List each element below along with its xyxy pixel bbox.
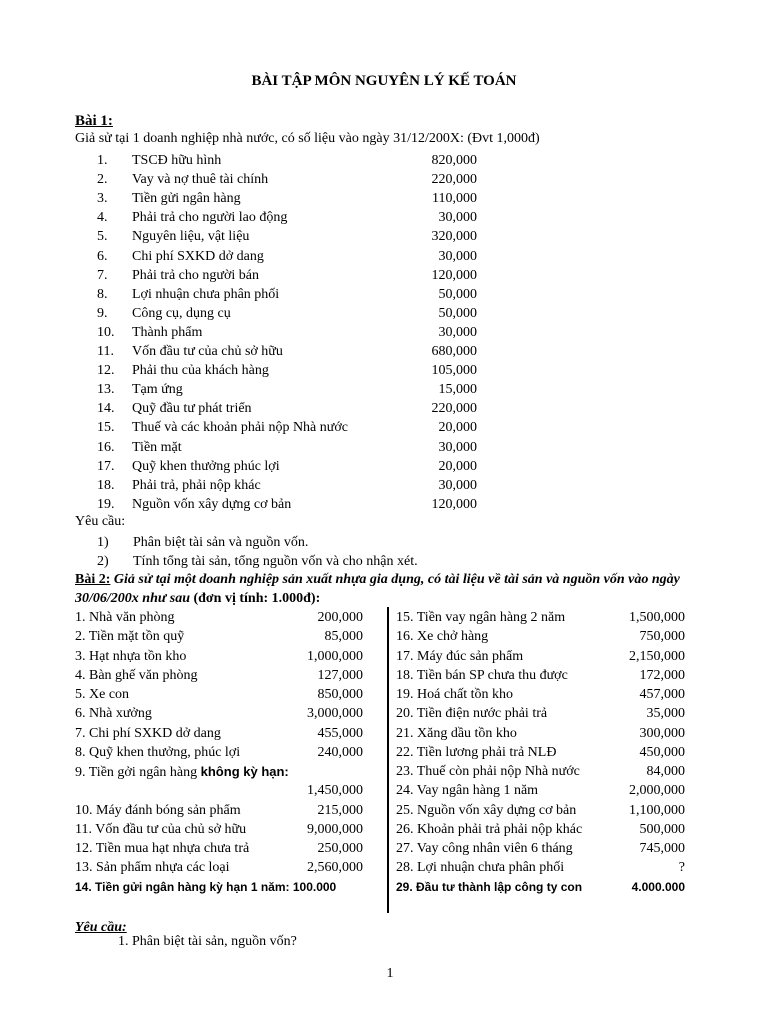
item-label: Phải trả, phải nộp khác	[132, 477, 261, 493]
page-title: BÀI TẬP MÔN NGUYÊN LÝ KẾ TOÁN	[251, 73, 517, 89]
list-item	[97, 247, 477, 266]
item-label: 21. Xăng dầu tồn kho	[396, 725, 517, 741]
list-item	[97, 476, 477, 495]
list-item	[75, 801, 363, 820]
item-value: 4.000.000	[631, 879, 685, 894]
item-number: 19.	[97, 496, 115, 512]
requirement-number: 1)	[97, 535, 109, 550]
list-item	[97, 304, 477, 323]
item-label-text: 1. Nhà văn phòng	[75, 610, 175, 625]
item-number: 8.	[97, 286, 108, 302]
item-number: 12.	[97, 363, 115, 379]
item-label: Tiền mặt	[132, 439, 182, 455]
item-label	[75, 647, 186, 666]
item-label: Phải trả cho người bán	[132, 267, 259, 283]
item-label-text: 6. Nhà xưởng	[75, 706, 152, 722]
requirement-label: Phân biệt tài sản và nguồn vốn.	[133, 535, 309, 550]
exercise2-unit: (đơn vị tính: 1.000đ):	[193, 591, 321, 606]
item-label	[75, 820, 246, 839]
item-value: 120,000	[431, 496, 477, 512]
item-number: 9.	[97, 305, 108, 321]
item-label: 15. Tiền vay ngân hàng 2 năm	[396, 610, 566, 625]
exercise2-heading	[75, 570, 695, 608]
list-item	[75, 647, 363, 666]
item-label: Quỹ khen thưởng phúc lợi	[132, 458, 280, 474]
item-value: 300,000	[639, 725, 685, 741]
item-label: Nguồn vốn xây dựng cơ bản	[132, 496, 292, 512]
item-value: 127,000	[317, 667, 363, 683]
exercise1-intro: Giả sử tại 1 doanh nghiệp nhà nước, có số liệu vào ngày 31/12/200X: (Đvt 1,000đ)	[75, 131, 540, 146]
list-item	[75, 762, 363, 781]
exercise2-requirements-heading: Yêu cầu:	[75, 920, 127, 935]
item-label: Công cụ, dụng cụ	[132, 305, 231, 321]
list-item	[97, 266, 477, 285]
item-value: 750,000	[639, 629, 685, 645]
list-item	[75, 704, 363, 723]
list-item	[97, 323, 477, 342]
item-value: 105,000	[431, 363, 477, 379]
item-value: 3,000,000	[307, 706, 363, 722]
item-number: 5.	[97, 229, 108, 245]
item-value: 50,000	[438, 286, 477, 302]
exercise2-intro: Giả sử tại một doanh nghiệp sản xuất nhựa gia dụng, có tài liệu về tài sản và nguồn vốn vào ngày 30/06/200x như sau	[75, 572, 680, 606]
item-label: Vốn đầu tư của chủ sở hữu	[132, 344, 283, 359]
item-value: 1,000,000	[307, 648, 363, 664]
item-value: 820,000	[431, 153, 477, 168]
item-value: 15,000	[438, 382, 477, 398]
item-value: 200,000	[317, 610, 363, 625]
list-item	[75, 685, 363, 704]
item-value: 9,000,000	[307, 821, 363, 837]
item-label-text: 12. Tiền mua hạt nhựa chưa trả	[75, 841, 250, 856]
list-item	[75, 627, 363, 646]
item-label: Phải trả cho người lao động	[132, 210, 288, 226]
item-label	[75, 724, 221, 743]
list-item	[75, 839, 363, 858]
item-label: 20. Tiền điện nước phải trả	[396, 706, 548, 722]
item-value: 2,000,000	[629, 783, 685, 799]
item-label-text: 8. Quỹ khen thưởng, phúc lợi	[75, 744, 241, 760]
column-divider	[387, 607, 389, 913]
item-value: 50,000	[438, 305, 477, 321]
item-label: 25. Nguồn vốn xây dựng cơ bản	[396, 802, 577, 818]
item-label: Tạm ứng	[132, 382, 183, 398]
item-label: Lợi nhuận chưa phân phối	[132, 286, 280, 302]
item-value: 20,000	[438, 458, 477, 474]
item-value: 30,000	[438, 439, 477, 455]
list-item	[396, 704, 685, 723]
list-item	[396, 820, 685, 839]
list-item	[396, 627, 685, 646]
list-item	[75, 858, 363, 877]
item-label-text: 2. Tiền mặt tồn quỹ	[75, 629, 185, 645]
list-item	[97, 208, 477, 227]
item-label	[75, 762, 289, 782]
list-item	[97, 342, 477, 361]
list-item	[396, 839, 685, 858]
item-label	[75, 627, 184, 646]
item-label-text: 11. Vốn đầu tư của chủ sở hữu	[75, 821, 247, 837]
exercise1-heading: Bài 1:	[75, 113, 113, 129]
item-label	[75, 685, 129, 704]
list-item	[97, 399, 477, 418]
item-value: 450,000	[639, 744, 685, 760]
item-label: 28. Lợi nhuận chưa phân phối	[396, 860, 565, 876]
item-value: 220,000	[431, 172, 477, 188]
item-label-text: 10. Máy đánh bóng sản phẩm	[75, 802, 241, 818]
item-number: 10.	[97, 324, 115, 340]
item-number: 15.	[97, 420, 115, 436]
item-label: 22. Tiền lương phải trả NLĐ	[396, 744, 557, 760]
item-label: Thành phẩm	[132, 324, 203, 340]
list-item	[97, 438, 477, 457]
list-item-last: 14. Tiền gửi ngân hàng kỳ hạn 1 năm: 100.000	[75, 879, 337, 894]
item-label	[75, 839, 249, 858]
item-value: 35,000	[646, 706, 685, 722]
item-label-text: 3. Hạt nhựa tồn kho	[75, 648, 187, 664]
item-label	[75, 704, 152, 723]
list-item	[97, 189, 477, 208]
item-value: 320,000	[431, 229, 477, 245]
item-value: 84,000	[646, 764, 685, 779]
item-label	[75, 858, 230, 877]
item-value: 850,000	[317, 687, 363, 702]
item-number: 16.	[97, 439, 115, 455]
item-value: 85,000	[324, 629, 363, 645]
item-label: Nguyên liệu, vật liệu	[132, 229, 250, 245]
item-value: 500,000	[639, 821, 685, 837]
item-label	[75, 666, 197, 685]
item-label: 19. Hoá chất tồn kho	[396, 687, 514, 702]
item-value: 250,000	[317, 841, 363, 856]
item-number: 14.	[97, 401, 115, 417]
list-item	[97, 227, 477, 246]
item-value: 1,500,000	[629, 610, 685, 625]
page-number: 1	[386, 966, 394, 981]
item-number: 6.	[97, 248, 108, 264]
item-label-text: 5. Xe con	[75, 687, 130, 702]
item-value: 215,000	[317, 802, 363, 818]
item-value: 455,000	[317, 725, 363, 741]
item-label: 17. Máy đúc sản phẩm	[396, 648, 524, 664]
exercise2-requirement-1: 1. Phân biệt tài sản, nguồn vốn?	[118, 934, 297, 949]
item-label: 27. Vay công nhân viên 6 tháng	[396, 841, 573, 856]
item-label-bold: không kỳ hạn:	[200, 764, 289, 779]
item-value: 120,000	[431, 267, 477, 283]
list-item	[97, 361, 477, 380]
list-item	[97, 380, 477, 399]
item-label-text: 13. Sản phẩm nhựa các loại	[75, 860, 230, 876]
item-label: Vay và nợ thuê tài chính	[132, 172, 269, 188]
list-item	[97, 418, 477, 437]
list-item	[396, 647, 685, 666]
list-item	[75, 743, 363, 762]
item-value: 1,100,000	[629, 802, 685, 818]
item-value: 172,000	[639, 667, 685, 683]
item-value: 2,150,000	[629, 648, 685, 664]
item-number: 7.	[97, 267, 108, 283]
item-number: 17.	[97, 458, 115, 474]
item-label: 24. Vay ngân hàng 1 năm	[396, 783, 539, 799]
item-label: 26. Khoản phải trả phải nộp khác	[396, 821, 583, 837]
item-label	[75, 608, 175, 627]
item-label: 23. Thuế còn phải nộp Nhà nước	[396, 764, 580, 779]
item-label: TSCĐ hữu hình	[132, 153, 222, 168]
item-label-text: 7. Chi phí SXKD dở dang	[75, 725, 221, 741]
item-value: 1,450,000	[307, 783, 363, 799]
item-label: Quỹ đầu tư phát triển	[132, 401, 252, 417]
item-value: 680,000	[431, 344, 477, 359]
item-value: 745,000	[639, 841, 685, 856]
item-value: 457,000	[639, 687, 685, 702]
list-item	[396, 685, 685, 704]
item-number: 1.	[97, 153, 108, 168]
list-item	[396, 858, 685, 877]
requirement-number: 2)	[97, 554, 109, 570]
list-item	[75, 666, 363, 685]
item-label-text: 9. Tiền gởi ngân hàng	[75, 765, 201, 780]
list-item	[396, 781, 685, 800]
item-value: 240,000	[317, 744, 363, 760]
item-label: Phải thu của khách hàng	[132, 363, 269, 379]
list-item	[396, 762, 685, 781]
item-value: 30,000	[438, 248, 477, 264]
requirement-item	[75, 552, 675, 571]
list-item	[396, 801, 685, 820]
item-label: Tiền gửi ngân hàng	[132, 191, 241, 207]
item-number: 3.	[97, 191, 108, 207]
item-label: Thuế và các khoản phải nộp Nhà nước	[132, 420, 348, 436]
list-item	[396, 724, 685, 743]
item-number: 2.	[97, 172, 108, 188]
item-value: 20,000	[438, 420, 477, 436]
list-item	[396, 743, 685, 762]
list-item	[396, 666, 685, 685]
item-number: 13.	[97, 382, 115, 398]
item-label: 29. Đầu tư thành lập công ty con	[396, 879, 583, 894]
list-item	[97, 170, 477, 189]
item-label: 18. Tiền bán SP chưa thu được	[396, 667, 568, 683]
item-value: ?	[678, 860, 685, 876]
list-item-last	[396, 878, 685, 897]
item-label: 16. Xe chở hàng	[396, 629, 489, 645]
item-number: 18.	[97, 477, 115, 493]
list-item	[97, 457, 477, 476]
requirement-label: Tính tổng tài sản, tổng nguồn vốn và cho nhận xét.	[133, 554, 418, 570]
exercise2-label: Bài 2:	[75, 572, 111, 587]
exercise1-requirements-heading: Yêu cầu:	[75, 513, 126, 529]
item-label: Chi phí SXKD dở dang	[132, 248, 264, 264]
item-value: 110,000	[432, 191, 477, 207]
item-value: 2,560,000	[307, 860, 363, 876]
list-item	[396, 608, 685, 627]
list-item	[75, 608, 363, 627]
list-item	[75, 820, 363, 839]
list-item	[75, 781, 363, 800]
item-label-text: 4. Bàn ghế văn phòng	[75, 667, 198, 683]
item-value: 30,000	[438, 324, 477, 340]
item-label	[75, 801, 241, 820]
requirement-item	[75, 533, 675, 552]
list-item	[97, 151, 477, 170]
list-item	[75, 724, 363, 743]
item-label	[75, 743, 240, 762]
item-number: 11.	[97, 344, 114, 359]
item-value: 30,000	[438, 477, 477, 493]
list-item	[97, 285, 477, 304]
list-item	[97, 495, 477, 514]
item-number: 4.	[97, 210, 108, 226]
item-value: 30,000	[438, 210, 477, 226]
item-value: 220,000	[431, 401, 477, 417]
